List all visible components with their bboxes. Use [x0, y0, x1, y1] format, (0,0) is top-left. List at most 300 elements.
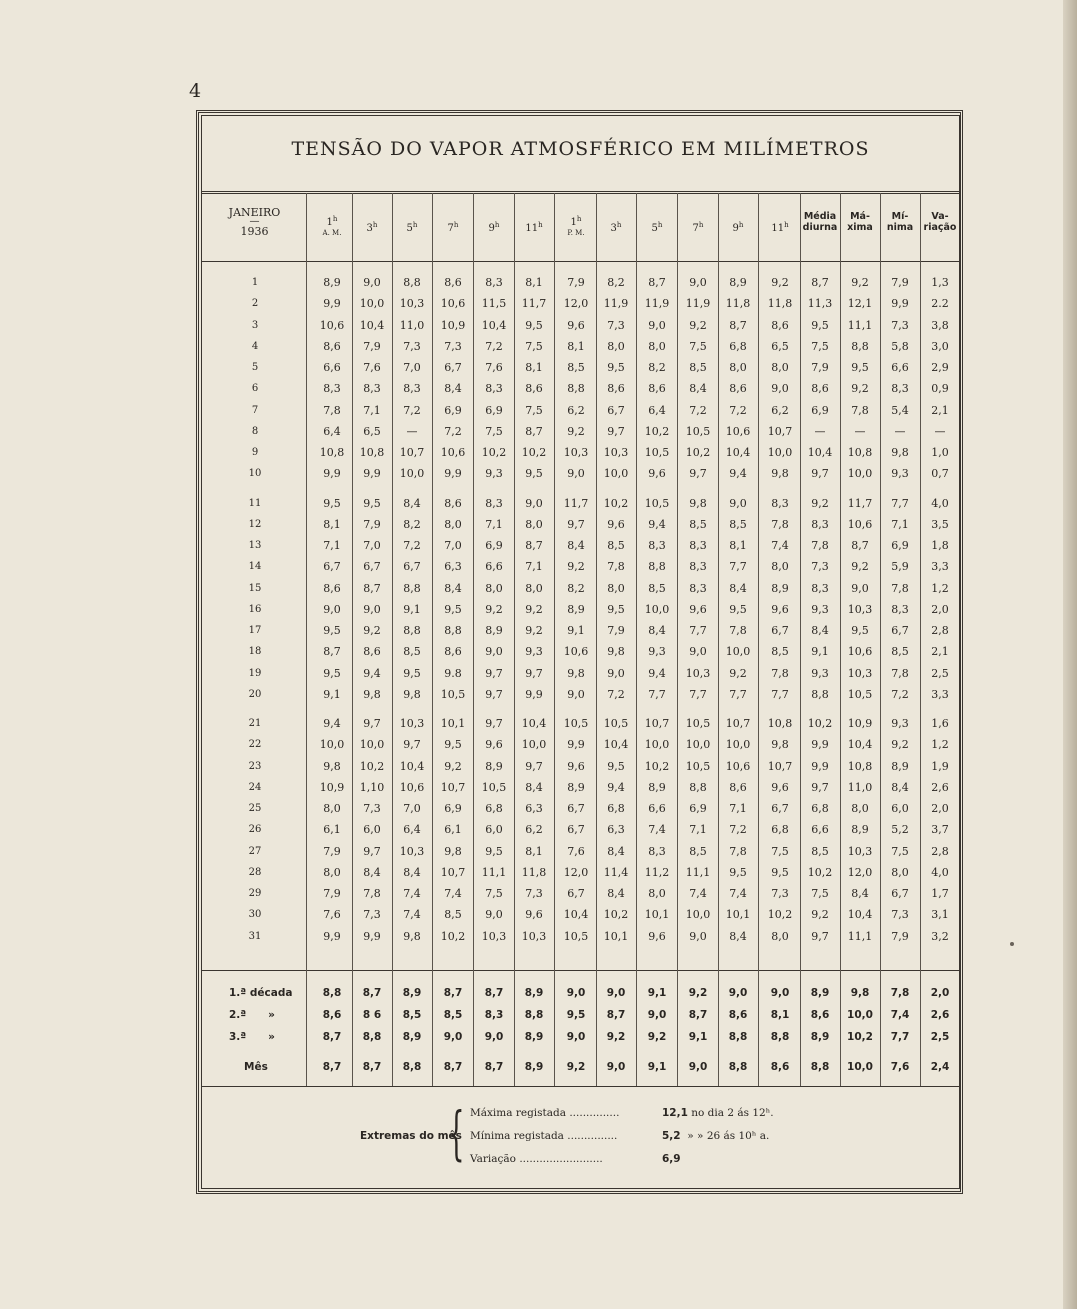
- table-title: TENSÃO DO VAPOR ATMOSFÉRICO EM MILÍMETROS: [291, 138, 870, 160]
- table-cell: 9,9: [444, 467, 462, 481]
- table-cell: 9,6: [771, 780, 789, 794]
- summary-cell: 8,1: [770, 1009, 790, 1021]
- table-cell: 9,5: [444, 602, 462, 616]
- table-cell: 9,8: [323, 759, 341, 773]
- table-cell: 6,7: [567, 823, 585, 837]
- summary-cell: 9,0: [566, 1031, 586, 1043]
- table-cell: 9,6: [648, 467, 666, 481]
- table-cell: 7,4: [648, 823, 666, 837]
- table-cell: 7,7: [771, 687, 789, 701]
- hour-header: [433, 220, 473, 234]
- table-cell: 9.8: [444, 666, 462, 680]
- table-cell: 7,2: [403, 403, 421, 417]
- summary-cell: 8,7: [362, 987, 382, 999]
- table-cell: 8,3: [403, 382, 421, 396]
- stat-header: [880, 211, 920, 233]
- summary-label: 2.ª »: [229, 1009, 275, 1021]
- table-cell: 7,6: [323, 908, 341, 922]
- table-cell: 10,6: [563, 645, 589, 659]
- table-cell: 8,8: [851, 339, 869, 353]
- table-cell: 8,0: [525, 581, 543, 595]
- table-cell: 11,9: [644, 297, 670, 311]
- table-cell: 8,7: [525, 539, 543, 552]
- table-cell: 7,6: [485, 361, 503, 374]
- table-cell: 6,6: [648, 802, 666, 815]
- table-cell: 10,0: [319, 738, 345, 752]
- table-cell: 9,0: [729, 496, 747, 510]
- table-cell: 10,4: [807, 446, 833, 459]
- table-cell: 10,0: [767, 446, 793, 459]
- table-cell: 10,7: [440, 865, 466, 879]
- table-cell: 8,3: [891, 602, 909, 616]
- table-cell: 9,5: [525, 318, 543, 332]
- table-cell: 11,0: [847, 780, 873, 794]
- table-cell: 10,2: [807, 865, 833, 879]
- table-cell: 10,3: [847, 844, 873, 858]
- hour-header: [678, 220, 718, 234]
- table-cell: 9,0: [689, 276, 707, 289]
- table-cell: 2,0: [931, 802, 949, 815]
- table-cell: 7,4: [403, 887, 421, 900]
- table-cell: 1,9: [931, 759, 949, 773]
- table-cell: 8,7: [851, 539, 869, 552]
- day-label: 31: [248, 930, 262, 942]
- table-cell: 10,3: [685, 666, 711, 680]
- table-cell: 9,3: [891, 717, 909, 730]
- table-cell: 9,2: [363, 624, 381, 637]
- table-cell: 9,1: [567, 624, 585, 637]
- table-cell: 10,6: [440, 297, 466, 311]
- day-label: 6: [251, 383, 259, 395]
- table-cell: 9,7: [485, 666, 503, 680]
- day-label: 3: [251, 319, 259, 331]
- table-cell: 7,8: [851, 403, 869, 417]
- table-cell: 7,8: [811, 539, 829, 552]
- month-label: JANEIRO: [228, 206, 281, 219]
- table-cell: 9,5: [323, 624, 341, 637]
- table-cell: 8,4: [851, 887, 869, 900]
- table-cell: 6,7: [607, 403, 625, 417]
- table-cell: 10,1: [440, 717, 466, 730]
- page-edge: [1063, 0, 1077, 1309]
- table-cell: 6,9: [444, 403, 462, 417]
- table-cell: 8,6: [607, 382, 625, 396]
- table-cell: 9,2: [485, 602, 503, 616]
- summary-cell: 9,5: [566, 1009, 586, 1021]
- page-number: 4: [189, 80, 202, 102]
- hour-header: [312, 214, 352, 238]
- table-cell: 8,3: [771, 496, 789, 510]
- table-cell: 6,3: [607, 823, 625, 837]
- table-cell: 6,9: [811, 403, 829, 417]
- table-cell: 8,7: [363, 581, 381, 595]
- summary-cell: 9,1: [688, 1031, 708, 1043]
- hour-suffix: h: [494, 221, 500, 229]
- table-cell: 11,8: [767, 297, 793, 311]
- summary-cell: 9,0: [484, 1031, 504, 1043]
- table-cell: 10,0: [359, 297, 385, 311]
- table-cell: 8,0: [607, 339, 625, 353]
- hour-label: 7: [692, 223, 699, 234]
- hour-label: 9: [488, 223, 495, 234]
- summary-cell: 8,7: [484, 1061, 504, 1073]
- table-cell: 9,2: [851, 276, 869, 289]
- table-cell: 8,4: [567, 539, 585, 552]
- table-cell: 4,0: [931, 865, 949, 879]
- summary-cell: 8,7: [688, 1009, 708, 1021]
- table-cell: 8,3: [689, 539, 707, 552]
- table-cell: 9,5: [729, 602, 747, 616]
- day-label: 13: [248, 540, 262, 551]
- table-cell: 10,7: [440, 780, 466, 794]
- table-cell: 9,7: [811, 467, 829, 481]
- extremes-min-label: Mínima registada ...............: [470, 1130, 618, 1142]
- table-cell: 7,1: [729, 802, 747, 815]
- table-cell: 8,0: [607, 581, 625, 595]
- table-cell: 12,1: [847, 297, 873, 311]
- hour-label: 1: [570, 217, 577, 228]
- table-cell: 3,1: [931, 908, 949, 922]
- table-cell: 10,5: [644, 446, 670, 459]
- summary-cell: 8,9: [810, 1031, 830, 1043]
- day-label: 7: [251, 404, 259, 416]
- table-cell: 9,5: [851, 624, 869, 637]
- table-cell: 7,8: [323, 403, 341, 417]
- summary-cell: 8,8: [728, 1061, 748, 1073]
- table-cell: 7,7: [689, 687, 707, 701]
- table-cell: 8,6: [444, 276, 462, 289]
- table-cell: 6,5: [771, 339, 789, 353]
- table-cell: 11,5: [481, 297, 507, 311]
- table-cell: 7,1: [363, 403, 381, 417]
- table-cell: 7,1: [891, 517, 909, 531]
- table-cell: 8,9: [771, 581, 789, 595]
- summary-cell: 9,0: [443, 1031, 463, 1043]
- table-cell: 9,2: [525, 602, 543, 616]
- column-rule: [758, 193, 759, 1086]
- table-cell: 4,0: [931, 496, 949, 510]
- table-cell: 11,7: [521, 297, 547, 311]
- summary-cell: 9,2: [688, 987, 708, 999]
- stat-header-line2: xima: [847, 222, 873, 233]
- table-cell: 9,7: [811, 780, 829, 794]
- table-cell: 9,7: [403, 738, 421, 752]
- day-label: 10: [248, 468, 262, 480]
- summary-cell: 8,8: [362, 1031, 382, 1043]
- table-cell: 3,3: [931, 687, 949, 701]
- table-cell: 8,6: [771, 318, 789, 332]
- table-cell: 10,2: [767, 908, 793, 922]
- summary-cell: 9,0: [728, 987, 748, 999]
- table-cell: 9,9: [811, 738, 829, 752]
- table-cell: 8,2: [403, 517, 421, 531]
- day-label: 8: [251, 425, 259, 437]
- table-cell: 8,4: [525, 780, 543, 794]
- table-cell: 9,7: [607, 424, 625, 438]
- hour-label: 11: [771, 223, 785, 234]
- summary-cell: 9,8: [850, 987, 870, 999]
- table-cell: 9,5: [525, 467, 543, 481]
- table-cell: 10,5: [644, 496, 670, 510]
- hour-label: 3: [366, 223, 373, 234]
- extremes-var-value: 6,9: [662, 1153, 681, 1165]
- table-cell: 8,4: [607, 844, 625, 858]
- table-cell: 9,2: [851, 382, 869, 396]
- table-cell: 7,4: [729, 887, 747, 900]
- table-cell: 6,2: [771, 403, 789, 417]
- table-cell: 7,8: [891, 581, 909, 595]
- hour-suffix: h: [738, 221, 744, 229]
- table-cell: 7,9: [607, 624, 625, 637]
- table-cell: 8,0: [444, 517, 462, 531]
- table-cell: 9,3: [648, 645, 666, 659]
- table-cell: 11,7: [563, 496, 589, 510]
- day-label: 16: [248, 603, 262, 615]
- table-cell: 8,5: [689, 361, 707, 374]
- table-cell: 1,7: [931, 887, 949, 900]
- table-cell: 7,8: [607, 560, 625, 574]
- table-cell: 6,3: [525, 802, 543, 815]
- table-cell: 10,6: [440, 446, 466, 459]
- table-cell: 8,3: [891, 382, 909, 396]
- table-cell: 6,7: [444, 361, 462, 374]
- hour-label: 3: [610, 223, 617, 234]
- summary-cell: 8,8: [810, 1061, 830, 1073]
- table-cell: 9,7: [363, 844, 381, 858]
- table-cell: 9,0: [689, 645, 707, 659]
- table-cell: 8,6: [648, 382, 666, 396]
- table-cell: 7,3: [363, 802, 381, 815]
- table-cell: 8,0: [648, 339, 666, 353]
- summary-label: 3.ª »: [229, 1031, 275, 1043]
- day-label: 17: [248, 625, 262, 636]
- table-cell: 10,0: [359, 738, 385, 752]
- table-cell: 8,8: [811, 687, 829, 701]
- table-cell: 10,5: [563, 929, 589, 943]
- table-cell: 8,9: [567, 602, 585, 616]
- summary-cell: 9,1: [647, 1061, 667, 1073]
- table-cell: 9,6: [525, 908, 543, 922]
- table-cell: 9,2: [567, 560, 585, 574]
- table-cell: 6,6: [323, 361, 341, 374]
- table-cell: 10,7: [399, 446, 425, 459]
- table-cell: 7,8: [771, 666, 789, 680]
- summary-cell: 8,9: [810, 987, 830, 999]
- table-cell: 8,4: [811, 624, 829, 637]
- summary-bottom-rule: [201, 1086, 960, 1087]
- table-cell: 12,0: [563, 297, 589, 311]
- summary-cell: 9,0: [688, 1061, 708, 1073]
- table-cell: 6,4: [323, 424, 341, 438]
- table-cell: 10,3: [399, 844, 425, 858]
- hour-label: 1: [326, 217, 333, 228]
- table-cell: 2.2: [931, 297, 949, 311]
- hour-suffix: h: [576, 215, 582, 223]
- table-cell: 8,5: [689, 517, 707, 531]
- table-cell: 8,6: [811, 382, 829, 396]
- table-cell: 7,2: [729, 823, 747, 837]
- day-label: 20: [248, 688, 262, 700]
- table-cell: 10,8: [847, 446, 873, 459]
- summary-top-rule: [201, 970, 960, 971]
- table-cell: 8,9: [567, 780, 585, 794]
- table-cell: 1,10: [359, 780, 385, 794]
- table-cell: 10,3: [847, 666, 873, 680]
- table-cell: 7,8: [729, 844, 747, 858]
- table-cell: 7,3: [891, 318, 909, 332]
- table-cell: 10,5: [685, 717, 711, 730]
- table-cell: 8,3: [485, 276, 503, 289]
- table-cell: 1,2: [931, 738, 949, 752]
- hour-suffix: h: [538, 221, 543, 229]
- table-cell: 7,0: [444, 539, 462, 552]
- table-cell: 10,1: [725, 908, 751, 922]
- table-cell: 11,7: [847, 496, 873, 510]
- table-cell: 8,9: [648, 780, 666, 794]
- table-cell: 9,6: [607, 517, 625, 531]
- stat-header: [920, 211, 960, 233]
- table-cell: 9,5: [607, 602, 625, 616]
- table-cell: 9,3: [811, 602, 829, 616]
- table-cell: 7,5: [811, 887, 829, 900]
- table-cell: 10,3: [847, 602, 873, 616]
- table-cell: 8,6: [729, 382, 747, 396]
- table-cell: 10,0: [399, 467, 425, 481]
- table-cell: 9,8: [403, 687, 421, 701]
- table-cell: 10,0: [725, 738, 751, 752]
- table-cell: 10,6: [725, 424, 751, 438]
- hour-suffix: h: [657, 221, 663, 229]
- hour-suffix: h: [332, 215, 338, 223]
- table-cell: 7,3: [363, 908, 381, 922]
- table-cell: 8,0: [771, 361, 789, 374]
- summary-cell: 2,6: [930, 1009, 950, 1021]
- table-cell: 9,8: [363, 687, 381, 701]
- summary-cell: 7,4: [890, 1009, 910, 1021]
- table-cell: 5,4: [891, 403, 909, 417]
- table-cell: 9,8: [771, 467, 789, 481]
- table-cell: 8,5: [689, 844, 707, 858]
- stat-header-line1: Mí-: [891, 211, 909, 222]
- table-cell: 8,0: [729, 361, 747, 374]
- header-bottom-rule: [201, 261, 960, 262]
- table-cell: 2,8: [931, 844, 949, 858]
- summary-label: Mês: [244, 1061, 268, 1073]
- table-cell: 8,3: [648, 539, 666, 552]
- table-cell: 7,0: [403, 361, 421, 374]
- month-dash: —: [249, 216, 260, 227]
- table-cell: 10,4: [521, 717, 547, 730]
- table-cell: 10,4: [481, 318, 507, 332]
- table-cell: 11,1: [685, 865, 711, 879]
- table-cell: 6,3: [444, 560, 462, 574]
- table-cell: 10,8: [847, 759, 873, 773]
- hour-header: [514, 220, 554, 234]
- table-cell: 9,8: [771, 738, 789, 752]
- table-cell: 8,4: [403, 496, 421, 510]
- table-cell: 8,6: [444, 645, 462, 659]
- table-cell: 9,0: [607, 666, 625, 680]
- year-label: 1936: [240, 225, 269, 238]
- summary-cell: 8,7: [322, 1031, 342, 1043]
- table-cell: 11,9: [603, 297, 629, 311]
- table-cell: 6,9: [485, 539, 503, 552]
- table-cell: 10,3: [481, 929, 507, 943]
- table-cell: 9,2: [567, 424, 585, 438]
- day-label: 9: [251, 447, 259, 458]
- paper-speck: [1010, 942, 1014, 946]
- summary-cell: 8,7: [362, 1061, 382, 1073]
- table-cell: 10,5: [563, 717, 589, 730]
- table-cell: 10,6: [725, 759, 751, 773]
- hour-header: [718, 220, 758, 234]
- table-cell: 9,0: [363, 602, 381, 616]
- table-cell: 10,0: [644, 738, 670, 752]
- table-cell: 10,4: [399, 759, 425, 773]
- table-cell: 8,5: [891, 645, 909, 659]
- day-label: 21: [248, 718, 262, 729]
- table-cell: 11,4: [603, 865, 629, 879]
- table-cell: 9,8: [607, 645, 625, 659]
- table-cell: 8,4: [891, 780, 909, 794]
- table-cell: 8,0: [771, 929, 789, 943]
- table-cell: 11,0: [399, 318, 425, 332]
- table-cell: 9,4: [607, 780, 625, 794]
- summary-cell: 8,3: [484, 1009, 504, 1021]
- table-cell: 7,1: [485, 517, 503, 531]
- table-cell: 7,2: [607, 687, 625, 701]
- table-cell: 10,7: [644, 717, 670, 730]
- table-cell: 9,0: [689, 929, 707, 943]
- stat-header-line1: Má-: [850, 211, 870, 222]
- table-cell: 7,4: [689, 887, 707, 900]
- table-cell: 3,2: [931, 929, 949, 943]
- table-cell: 7,5: [485, 887, 503, 900]
- table-cell: 10,2: [603, 496, 629, 510]
- table-cell: 6,7: [363, 560, 381, 574]
- table-cell: 8,1: [729, 539, 747, 552]
- table-cell: 8,3: [811, 517, 829, 531]
- hour-header: [474, 220, 514, 234]
- table-cell: 8,0: [485, 581, 503, 595]
- summary-cell: 8,8: [402, 1061, 422, 1073]
- table-cell: 8,0: [525, 517, 543, 531]
- table-cell: 9,4: [323, 717, 341, 730]
- table-cell: 1,6: [931, 717, 949, 730]
- table-cell: 10,2: [644, 759, 670, 773]
- table-cell: 9,8: [444, 844, 462, 858]
- summary-cell: 8,7: [443, 1061, 463, 1073]
- table-cell: 9,2: [811, 908, 829, 922]
- table-cell: 3,3: [931, 560, 949, 574]
- summary-cell: 9,0: [647, 1009, 667, 1021]
- table-cell: 8,2: [567, 581, 585, 595]
- table-cell: 7,3: [607, 318, 625, 332]
- table-cell: 1,8: [931, 539, 949, 552]
- table-cell: 8,5: [607, 539, 625, 552]
- table-cell: 8,1: [525, 361, 543, 374]
- summary-cell: 8,9: [402, 987, 422, 999]
- table-cell: 10,2: [603, 908, 629, 922]
- table-cell: 8,3: [689, 560, 707, 574]
- table-cell: 9,0: [485, 908, 503, 922]
- table-cell: 11,1: [481, 865, 507, 879]
- table-cell: 10,1: [644, 908, 670, 922]
- table-cell: 6,0: [891, 802, 909, 815]
- table-cell: 7,2: [689, 403, 707, 417]
- day-label: 5: [251, 362, 259, 373]
- table-cell: 6,5: [363, 424, 381, 438]
